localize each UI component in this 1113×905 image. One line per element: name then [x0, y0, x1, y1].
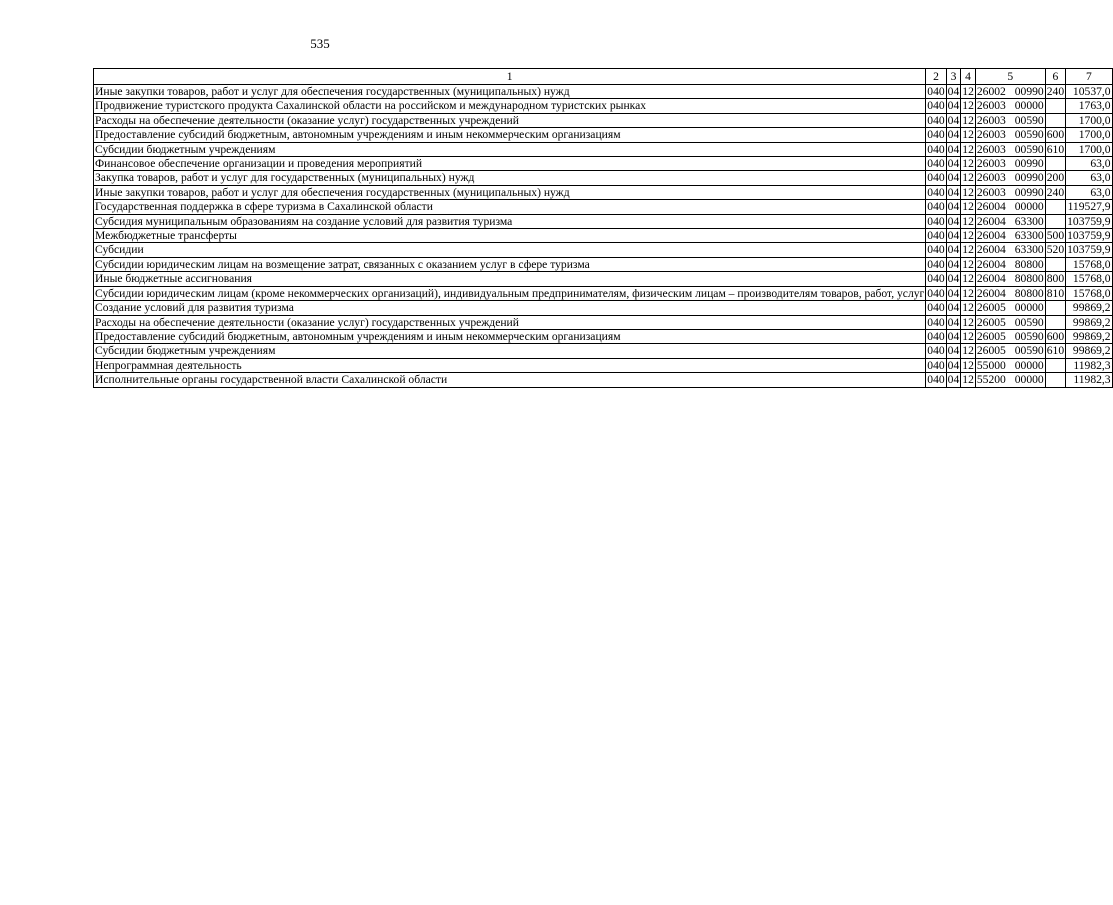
row-name: Исполнительные органы государственной власти Сахалинской области [94, 373, 926, 387]
row-code-c3: 04 [947, 358, 960, 372]
row-code-c5: 26004 63300 [976, 229, 1044, 243]
row-name: Иные закупки товаров, работ и услуг для обеспечения государственных (муниципальных) нужд [94, 185, 926, 199]
row-code-c4: 12 [962, 329, 974, 343]
table-row [94, 358, 1113, 372]
row-code-c5: 26004 80800 [976, 286, 1044, 300]
row-code-c2: 040 [927, 329, 945, 343]
table-row [94, 113, 1113, 127]
row-code-c2: 040 [927, 344, 945, 358]
row-name: Расходы на обеспечение деятельности (оказание услуг) государственных учреждений [94, 113, 926, 127]
row-code-c2: 040 [927, 373, 945, 387]
row-name: Продвижение туристского продукта Сахалинской области на российском и международном туристских рынках [94, 99, 926, 113]
row-name: Расходы на обеспечение деятельности (оказание услуг) государственных учреждений [94, 315, 926, 329]
row-amount: 63,0 [1066, 171, 1112, 185]
row-name: Межбюджетные трансферты [94, 229, 926, 243]
row-code-c3: 04 [947, 301, 960, 315]
row-code-c6 [1045, 113, 1065, 127]
row-code-c4: 12 [962, 344, 974, 358]
row-code-c3: 04 [947, 85, 960, 98]
table-row [94, 128, 1113, 142]
row-code-c5: 55200 00000 [976, 373, 1044, 387]
row-code-c5: 26003 00990 [976, 171, 1044, 185]
row-code-c4: 12 [962, 85, 974, 98]
row-code-c2: 040 [927, 85, 945, 98]
row-amount: 10537,0 [1066, 85, 1112, 99]
row-code-c2: 040 [927, 358, 945, 372]
row-code-c4: 12 [962, 128, 974, 142]
row-code-c5: 26003 00990 [976, 157, 1044, 171]
row-code-c6 [1045, 200, 1065, 214]
table-row [94, 157, 1113, 171]
row-code-c6 [1045, 315, 1065, 329]
row-code-c4: 12 [962, 286, 974, 300]
row-amount: 1700,0 [1066, 113, 1112, 127]
column-header: 6 [1045, 69, 1065, 85]
column-header: 5 [975, 69, 1045, 85]
table-row [94, 214, 1113, 228]
table-row [94, 373, 1113, 387]
row-code-c6 [1045, 157, 1065, 171]
row-amount: 15768,0 [1066, 272, 1112, 286]
row-amount: 103759,9 [1067, 243, 1111, 257]
table-row [94, 99, 1113, 113]
page-number: 535 [310, 36, 330, 51]
row-amount: 1700,0 [1066, 142, 1112, 156]
row-amount: 11982,3 [1066, 373, 1112, 387]
row-code-c2: 040 [927, 301, 945, 315]
row-code-c4: 12 [962, 157, 974, 171]
row-code-c4: 12 [962, 142, 974, 156]
column-header: 2 [926, 69, 946, 85]
row-code-c3: 04 [947, 185, 960, 199]
row-code-c3: 04 [947, 329, 960, 343]
row-amount: 1700,0 [1066, 128, 1112, 142]
table-row [94, 229, 1113, 243]
row-code-c5: 26003 00590 [976, 113, 1044, 127]
row-name: Создание условий для развития туризма [94, 301, 926, 315]
row-name: Финансовое обеспечение организации и проведения мероприятий [94, 157, 926, 171]
row-code-c2: 040 [927, 286, 945, 300]
row-code-c4: 12 [962, 243, 974, 257]
row-amount: 99869,2 [1066, 315, 1112, 329]
row-code-c6: 240 [1046, 185, 1065, 199]
row-code-c2: 040 [927, 257, 945, 271]
row-code-c4: 12 [962, 200, 974, 214]
row-code-c6 [1045, 373, 1065, 387]
row-name: Иные закупки товаров, работ и услуг для обеспечения государственных (муниципальных) нужд [94, 85, 926, 99]
row-code-c2: 040 [927, 243, 945, 257]
row-code-c2: 040 [927, 185, 945, 199]
row-code-c4: 12 [962, 214, 974, 228]
table-row [94, 315, 1113, 329]
table-row [94, 329, 1113, 343]
row-name: Предоставление субсидий бюджетным, автономным учреждениям и иным некоммерческим организациям [94, 128, 926, 142]
row-amount: 1763,0 [1066, 99, 1112, 113]
row-code-c3: 04 [947, 286, 960, 300]
row-code-c4: 12 [962, 171, 974, 185]
row-code-c2: 040 [927, 171, 945, 185]
row-code-c5: 55000 00000 [976, 358, 1044, 372]
column-header: 3 [946, 69, 961, 85]
row-code-c5: 26003 00990 [976, 185, 1044, 199]
row-code-c3: 04 [947, 171, 960, 185]
row-code-c5: 26003 00590 [976, 142, 1044, 156]
row-code-c2: 040 [927, 157, 945, 171]
row-name: Субсидии бюджетным учреждениям [94, 344, 926, 358]
row-name: Субсидии юридическим лицам на возмещение затрат, связанных с оказанием услуг в сфере туризма [94, 257, 926, 271]
row-code-c6 [1045, 301, 1065, 315]
row-name: Субсидии юридическим лицам (кроме некоммерческих организаций), индивидуальным предпринимателям, физическим лицам – производителям товаров, работ, услуг [95, 286, 925, 300]
row-code-c6 [1045, 257, 1065, 271]
row-code-c3: 04 [947, 200, 960, 214]
row-code-c4: 12 [962, 185, 974, 199]
row-code-c5: 26004 63300 [976, 243, 1044, 257]
table-header-row [94, 69, 1113, 85]
row-code-c2: 040 [927, 315, 945, 329]
row-code-c6: 610 [1046, 344, 1065, 358]
row-name: Предоставление субсидий бюджетным, автономным учреждениям и иным некоммерческим организациям [94, 329, 926, 343]
row-amount: 99869,2 [1066, 344, 1112, 358]
row-amount: 63,0 [1066, 185, 1112, 199]
row-code-c5: 26004 80800 [976, 272, 1044, 286]
table-row [94, 243, 1113, 257]
table-row [94, 301, 1113, 315]
table-row [94, 142, 1113, 156]
row-code-c3: 04 [947, 344, 960, 358]
row-code-c2: 040 [927, 200, 945, 214]
row-code-c5: 26005 00590 [976, 344, 1044, 358]
row-code-c5: 26005 00000 [976, 301, 1044, 315]
row-code-c6: 600 [1046, 329, 1065, 343]
row-amount: 15768,0 [1066, 286, 1112, 300]
row-code-c6: 520 [1046, 243, 1065, 257]
row-code-c3: 04 [947, 315, 960, 329]
table-row [94, 344, 1113, 358]
row-amount: 119527,9 [1067, 200, 1111, 214]
row-name: Государственная поддержка в сфере туризма в Сахалинской области [94, 200, 926, 214]
row-code-c6 [1045, 358, 1065, 372]
row-code-c4: 12 [962, 99, 974, 113]
row-code-c4: 12 [962, 257, 974, 271]
row-amount: 11982,3 [1066, 358, 1112, 372]
row-code-c5: 26004 63300 [976, 214, 1044, 228]
row-code-c3: 04 [947, 142, 960, 156]
row-code-c3: 04 [947, 373, 960, 387]
row-code-c6: 500 [1046, 229, 1065, 243]
column-header: 4 [961, 69, 976, 85]
row-name: Субсидия муниципальным образованиям на создание условий для развития туризма [94, 214, 926, 228]
row-code-c6: 610 [1046, 142, 1065, 156]
row-code-c4: 12 [962, 272, 974, 286]
row-amount: 99869,2 [1066, 329, 1112, 343]
row-code-c6 [1045, 214, 1065, 228]
row-name: Закупка товаров, работ и услуг для государственных (муниципальных) нужд [94, 171, 926, 185]
row-code-c2: 040 [927, 229, 945, 243]
row-name: Субсидии бюджетным учреждениям [94, 142, 926, 156]
row-code-c4: 12 [962, 113, 974, 127]
row-code-c5: 26005 00590 [976, 329, 1044, 343]
row-code-c3: 04 [947, 272, 960, 286]
row-amount: 103759,9 [1067, 229, 1111, 243]
row-code-c4: 12 [962, 358, 974, 372]
row-code-c3: 04 [947, 128, 960, 142]
table-row [94, 185, 1113, 199]
row-code-c3: 04 [947, 257, 960, 271]
row-code-c2: 040 [927, 142, 945, 156]
row-code-c2: 040 [927, 272, 945, 286]
row-code-c4: 12 [962, 301, 974, 315]
row-code-c3: 04 [947, 214, 960, 228]
row-code-c6: 810 [1046, 286, 1065, 300]
row-code-c5: 26004 80800 [976, 257, 1044, 271]
column-header: 7 [1066, 69, 1112, 85]
row-name: Субсидии [94, 243, 926, 257]
row-code-c5: 26004 00000 [976, 200, 1044, 214]
row-amount: 103759,9 [1067, 214, 1111, 228]
table-row [94, 85, 1113, 99]
column-header: 1 [94, 69, 926, 85]
row-code-c2: 040 [927, 113, 945, 127]
table-row [94, 286, 1113, 300]
table-row [94, 200, 1113, 214]
row-code-c2: 040 [927, 214, 945, 228]
row-code-c6 [1045, 99, 1065, 113]
row-amount: 99869,2 [1066, 301, 1112, 315]
row-code-c3: 04 [947, 243, 960, 257]
row-code-c2: 040 [927, 128, 945, 142]
row-code-c3: 04 [947, 157, 960, 171]
row-code-c6: 200 [1046, 171, 1065, 185]
row-code-c5: 26003 00000 [976, 99, 1044, 113]
row-code-c3: 04 [947, 99, 960, 113]
row-amount: 15768,0 [1066, 257, 1112, 271]
row-code-c6: 600 [1046, 128, 1065, 142]
row-code-c6: 240 [1046, 85, 1065, 98]
row-code-c4: 12 [962, 315, 974, 329]
row-code-c6: 800 [1046, 272, 1065, 286]
row-code-c5: 26002 00990 [976, 85, 1044, 98]
row-amount: 63,0 [1066, 157, 1112, 171]
table-row [94, 171, 1113, 185]
row-code-c3: 04 [947, 229, 960, 243]
row-code-c2: 040 [927, 99, 945, 113]
row-code-c5: 26005 00590 [976, 315, 1044, 329]
row-code-c3: 04 [947, 113, 960, 127]
row-code-c5: 26003 00590 [976, 128, 1044, 142]
table-row [94, 272, 1113, 286]
row-code-c4: 12 [962, 373, 974, 387]
row-name: Непрограммная деятельность [94, 358, 926, 372]
budget-table [93, 68, 1113, 388]
table-row [94, 257, 1113, 271]
row-name: Иные бюджетные ассигнования [94, 272, 926, 286]
row-code-c4: 12 [962, 229, 974, 243]
